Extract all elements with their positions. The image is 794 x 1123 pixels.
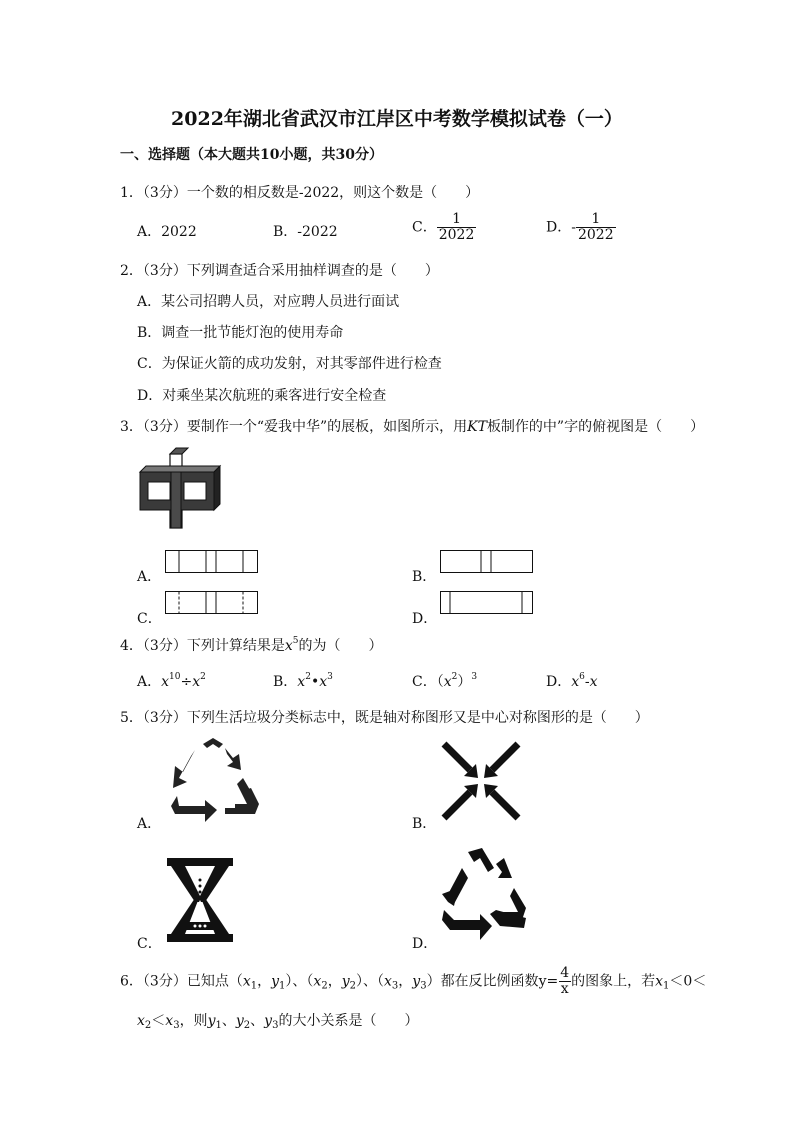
separator: 、: [250, 1013, 265, 1029]
condition: ＜: [151, 1013, 166, 1029]
q3-option-b-view: [440, 550, 534, 574]
subscript: 3: [173, 1020, 180, 1031]
q4-option-a-label: A．: [137, 674, 162, 690]
q6-text-after: 的图象上，若: [571, 973, 656, 990]
exponent: 3: [327, 672, 333, 682]
exponent: 10: [169, 672, 181, 682]
paren-close: ）: [457, 674, 472, 690]
q3-option-c-label: C．: [137, 611, 162, 627]
q1-option-d-sign: -: [571, 219, 576, 236]
q5-option-a-label: A．: [137, 816, 162, 832]
question-5-text: 5．（3分）下列生活垃圾分类标志中，既是轴对称图形又是中心对称图形的是（ ）: [120, 710, 649, 726]
q3-text-pre: 3．（3分）要制作一个“爱我中华”的展板，如图所示，用: [120, 419, 468, 435]
q4-option-d: [546, 671, 598, 691]
q5-option-b-label: B．: [412, 816, 437, 832]
q3-option-a-view: [165, 550, 259, 574]
q4-option-c-label: C．: [412, 674, 437, 690]
q3-text-post: 板制作的中”字的俯视图是（ ）: [486, 419, 705, 435]
recycle-triangle-symbol-a: [165, 738, 261, 822]
q3-text-kt: KT: [467, 419, 487, 435]
q5-option-c-label: C．: [137, 936, 162, 952]
separator: ）、（: [285, 973, 314, 990]
fraction-denominator: 2022: [577, 227, 614, 243]
comma: ，: [257, 973, 272, 990]
q3-option-d-view: [440, 591, 534, 615]
var-x: x: [589, 674, 598, 690]
subscript: 2: [243, 1020, 251, 1031]
q4-option-a: [137, 671, 206, 691]
q4-option-d-label: D．: [546, 674, 572, 690]
exponent: 6: [579, 672, 585, 682]
var-y: y: [207, 1013, 216, 1029]
subscript: 2: [321, 980, 328, 992]
q6-text-post: 的大小关系是（ ）: [278, 1013, 419, 1029]
var-x: x: [161, 674, 170, 690]
var-y: y: [235, 1013, 244, 1029]
question-1-text: 1．（3分）一个数的相反数是-2022，则这个数是（ ）: [120, 185, 480, 201]
q1-option-d-fraction: [576, 212, 616, 243]
paren-open: （: [436, 674, 444, 690]
var-x: x: [192, 674, 201, 690]
q4-option-b-label: B．: [273, 674, 298, 690]
var-y: y: [264, 1013, 273, 1029]
var-x: x: [383, 973, 392, 990]
subscript: 1: [215, 1020, 222, 1031]
exam-title: 2022年湖北省武汉市江岸区中考数学模拟试卷（一）: [171, 108, 623, 130]
q3-option-c-view: [165, 591, 259, 615]
var-x: x: [655, 973, 664, 990]
q4-option-b: [273, 671, 333, 691]
q4-text-post: 的为（ ）: [298, 638, 383, 654]
exponent: 2: [305, 672, 311, 682]
q1-option-c-fraction: [437, 212, 477, 243]
paren-close: ）: [426, 973, 441, 990]
separator: 、: [221, 1013, 236, 1029]
var-x: x: [137, 1013, 145, 1029]
hourglass-symbol-c: [165, 858, 235, 942]
exponent: 2: [451, 672, 458, 682]
fraction-denominator: 2022: [438, 227, 475, 243]
var-x: x: [319, 674, 328, 690]
subscript: 3: [391, 980, 399, 992]
subscript: 2: [144, 1020, 152, 1031]
var-x: x: [443, 674, 452, 690]
subscript: 3: [420, 980, 427, 992]
q4-base: x: [284, 638, 293, 654]
operator: ÷: [180, 674, 193, 690]
var-x: x: [165, 1013, 174, 1029]
subscript: 1: [279, 980, 286, 992]
q6-text-pre: 6．（3分）已知点（: [120, 973, 243, 990]
inward-arrows-symbol-b: [440, 740, 522, 822]
operator: •: [310, 674, 320, 690]
q2-option-a: A．某公司招聘人员，对应聘人员进行面试: [137, 294, 400, 310]
operator: -: [584, 674, 590, 690]
q1-option-a: A．2022: [137, 224, 197, 240]
q4-exp: 5: [292, 636, 299, 646]
question-6-line-2: [137, 1010, 418, 1031]
var-y: y: [271, 973, 280, 990]
q4-option-c: [412, 671, 477, 691]
q4-text-pre: 4．（3分）下列计算结果是: [120, 638, 285, 654]
func-y: y=: [538, 973, 559, 990]
q6-text-mid: 都在反比例函数: [440, 973, 539, 990]
var-x: x: [297, 674, 306, 690]
var-x: x: [571, 674, 580, 690]
q1-option-c-label: C．: [412, 219, 437, 236]
fraction-denominator: x: [560, 981, 569, 997]
q1-option-c: [412, 212, 476, 243]
q3-option-a-label: A．: [137, 569, 162, 585]
subscript: 2: [349, 980, 356, 992]
separator: ）、（: [355, 973, 384, 990]
q1-option-b: B．-2022: [273, 224, 338, 240]
comma: ，: [398, 973, 413, 990]
exponent: 2: [200, 672, 206, 682]
var-y: y: [412, 973, 421, 990]
fraction-numerator: 1: [591, 211, 601, 227]
q1-option-d: [546, 212, 616, 243]
condition: ＜0＜: [669, 973, 707, 990]
q1-option-d-label: D．: [546, 219, 572, 236]
exponent: 3: [471, 672, 478, 682]
fraction-numerator: 4: [560, 965, 570, 981]
section-heading: 一、选择题（本大题共10小题，共30分）: [120, 147, 383, 163]
recycle-triangle-symbol-d: [440, 848, 530, 942]
var-y: y: [341, 973, 350, 990]
q2-option-b: B．调查一批节能灯泡的使用寿命: [137, 325, 344, 341]
question-2-text: 2．（3分）下列调查适合采用抽样调查的是（ ）: [120, 263, 439, 279]
func-fraction: [558, 966, 571, 997]
q6-text-mid2: ，则: [179, 1013, 208, 1029]
question-3-text: [120, 416, 704, 436]
q2-option-c: C．为保证火箭的成功发射，对其零部件进行检查: [137, 356, 442, 372]
q5-option-d-label: D．: [412, 936, 438, 952]
comma: ，: [327, 973, 342, 990]
subscript: 3: [272, 1020, 279, 1031]
subscript: 1: [663, 980, 670, 992]
q2-option-d: D．对乘坐某次航班的乘客进行安全检查: [137, 388, 387, 404]
var-x: x: [313, 973, 322, 990]
zhong-board-figure: [140, 452, 220, 532]
var-x: x: [242, 973, 251, 990]
subscript: 1: [250, 980, 258, 992]
question-4-text: [120, 635, 382, 655]
q3-option-d-label: D．: [412, 611, 438, 627]
q3-option-b-label: B．: [412, 569, 437, 585]
fraction-numerator: 1: [452, 211, 461, 227]
question-6-line-1: [120, 966, 706, 998]
